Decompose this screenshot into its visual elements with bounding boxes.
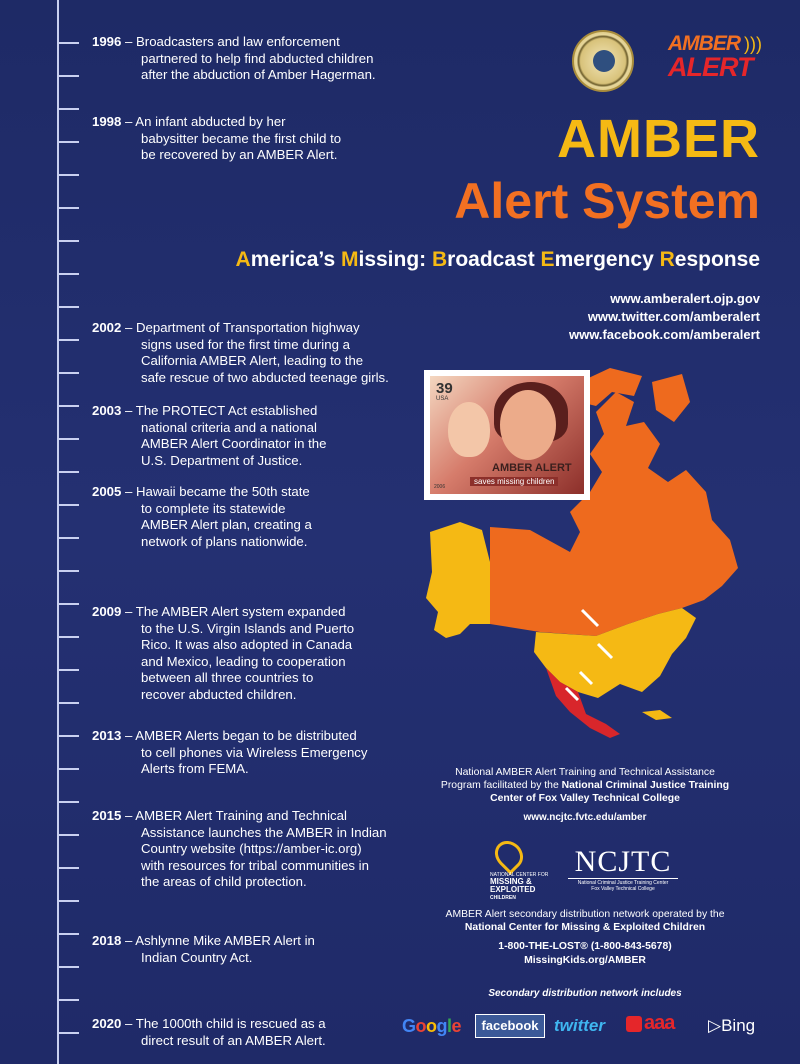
- timeline-event-2018: [92, 933, 392, 966]
- ruler-tick: [57, 273, 79, 275]
- timeline-event-line: between all three countries to: [141, 670, 314, 685]
- stamp-title: AMBER ALERT: [492, 462, 572, 474]
- timeline-event-line: 1996 – Broadcasters and law enforcement: [92, 34, 340, 49]
- timeline-event-line: 2015 – AMBER Alert Training and Technical: [92, 808, 347, 823]
- doj-seal-icon: [572, 30, 634, 92]
- stamp-value: 39: [436, 380, 453, 397]
- timeline-event-line: AMBER Alert Coordinator in the: [141, 436, 327, 451]
- timeline-event-line: after the abduction of Amber Hagerman.: [141, 67, 376, 82]
- oaaa-square-icon: [626, 1016, 642, 1032]
- ruler-tick: [57, 768, 79, 770]
- ncjtc-logo-big: NCJTC: [574, 845, 672, 878]
- timeline-event-line: Alerts from FEMA.: [141, 761, 249, 776]
- ncjtc-blurb-line2: [420, 779, 750, 792]
- timeline-event-line: Rico. It was also adopted in Canada: [141, 637, 353, 652]
- ruler-tick: [57, 933, 79, 935]
- amber-alert-stamp: [424, 370, 590, 500]
- stamp-face-adult: [500, 390, 556, 460]
- timeline-event-line: signs used for the first time during a: [141, 336, 350, 352]
- timeline-year: 1998: [92, 114, 122, 129]
- link-twitter[interactable]: www.twitter.com/amberalert: [587, 309, 760, 324]
- ruler-tick: [57, 537, 79, 539]
- ruler-tick: [57, 900, 79, 902]
- ruler-tick: [57, 735, 79, 737]
- timeline-year: 2005: [92, 484, 122, 499]
- ruler-tick: [57, 372, 79, 374]
- timeline-event-2015: [92, 808, 392, 891]
- ruler-tick: [57, 108, 79, 110]
- ruler-tick: [57, 438, 79, 440]
- link-facebook[interactable]: www.facebook.com/amberalert: [569, 327, 760, 342]
- timeline-event-line: 2002 – Department of Transportation highway: [92, 320, 360, 335]
- ncmec-logo-small: NATIONAL CENTER FOR: [490, 872, 549, 878]
- ruler-tick: [57, 999, 79, 1001]
- page-title-alert-system: Alert System: [454, 173, 760, 229]
- ncjtc-blurb: [420, 766, 750, 805]
- timeline-event-2003: [92, 403, 392, 469]
- stamp-face-child: [448, 402, 490, 457]
- ruler-tick: [57, 42, 79, 44]
- ncjtc-logo-small: [568, 878, 678, 892]
- ncmec-blurb-line1: AMBER Alert secondary distribution network operated by the: [445, 909, 725, 920]
- timeline-event-line: AMBER Alert plan, creating a: [141, 517, 312, 532]
- google-logo: Google: [402, 1016, 462, 1036]
- timeline-event-2002: [92, 320, 392, 386]
- ruler-tick: [57, 966, 79, 968]
- ncmec-blurb-line2: National Center for Missing & Exploited Children: [464, 922, 706, 933]
- timeline-year: 2018: [92, 933, 122, 948]
- subtitle-text: esponse: [674, 248, 760, 271]
- heart-icon: [489, 835, 529, 875]
- bing-text: Bing: [721, 1016, 756, 1035]
- ruler-tick: [57, 207, 79, 209]
- ruler-tick: [57, 669, 79, 671]
- ncmec-logo-l3: CHILDREN: [490, 895, 516, 901]
- ruler-tick: [57, 240, 79, 242]
- subtitle-text: issing:: [358, 248, 432, 271]
- ruler-line: [57, 0, 59, 1064]
- timeline-event-line: to cell phones via Wireless Emergency: [141, 744, 368, 760]
- ncjtc-blurb-line2-bold: National Criminal Justice Training: [561, 780, 730, 791]
- ruler-tick: [57, 405, 79, 407]
- stamp-country: USA: [436, 396, 449, 402]
- timeline-year: 2002: [92, 320, 122, 335]
- subtitle-accent-letter: A: [235, 248, 251, 271]
- subtitle-accent-letter: E: [540, 248, 555, 271]
- partner-logos: [402, 1012, 772, 1042]
- timeline-event-2013: [92, 728, 392, 778]
- subtitle-accent-letter: B: [432, 248, 448, 271]
- stamp-year: 2006: [434, 484, 446, 490]
- link-amberalert-gov[interactable]: www.amberalert.ojp.gov: [610, 291, 760, 306]
- timeline-event-line: babysitter became the first child to: [141, 130, 342, 146]
- ncjtc-blurb-line1: National AMBER Alert Training and Technical Assistance: [455, 767, 715, 778]
- map-caribbean: [642, 710, 672, 720]
- amber-alert-logo: [668, 32, 768, 92]
- ncjtc-logo: [568, 846, 678, 892]
- ncjtc-blurb-line3: Center of Fox Valley Technical College: [490, 793, 680, 804]
- timeline-event-line: be recovered by an AMBER Alert.: [141, 147, 338, 162]
- timeline-event-line: partnered to help find abducted children: [141, 50, 374, 66]
- ruler-tick: [57, 702, 79, 704]
- ruler-tick: [57, 141, 79, 143]
- page-subtitle: [236, 248, 760, 272]
- ncmec-blurb: [420, 908, 750, 934]
- twitter-logo: twitter: [554, 1016, 605, 1035]
- ruler-tick: [57, 1032, 79, 1034]
- secondary-network-label: Secondary distribution network includes: [488, 988, 682, 999]
- timeline-event-line: direct result of an AMBER Alert.: [141, 1032, 326, 1048]
- ruler-tick: [57, 636, 79, 638]
- ncjtc-logo-small2: Fox Valley Technical College: [591, 886, 655, 892]
- timeline-year: 2013: [92, 728, 122, 743]
- timeline-event-line: 2018 – Ashlynne Mike AMBER Alert in: [92, 933, 315, 948]
- timeline-event-line: 1998 – An infant abducted by her: [92, 114, 286, 129]
- facebook-logo: facebook: [475, 1014, 545, 1038]
- ncjtc-url-link[interactable]: www.ncjtc.fvtc.edu/amber: [523, 812, 647, 823]
- timeline-event-line: 2009 – The AMBER Alert system expanded: [92, 604, 346, 619]
- timeline-ruler: [0, 0, 80, 1064]
- timeline-event-line: to complete its statewide: [141, 500, 286, 516]
- ncjtc-logo-small1: National Criminal Justice Training Center: [577, 880, 669, 886]
- timeline-event-2020: [92, 1016, 392, 1049]
- ruler-tick: [57, 834, 79, 836]
- timeline-event-line: national criteria and a national: [141, 419, 317, 435]
- oaaa-logo: [626, 1014, 696, 1040]
- ncmec-logo-l1: MISSING &: [490, 877, 532, 886]
- timeline-year: 2009: [92, 604, 122, 619]
- timeline-event-line: Assistance launches the AMBER in Indian: [141, 824, 387, 840]
- ruler-tick: [57, 339, 79, 341]
- subtitle-accent-letter: R: [659, 248, 675, 271]
- timeline-event-line: with resources for tribal communities in: [141, 857, 369, 873]
- timeline-event-line: Indian Country Act.: [141, 949, 253, 965]
- subtitle-text: roadcast: [447, 248, 541, 271]
- timeline-event-line: recover abducted children.: [141, 686, 297, 702]
- timeline-event-line: and Mexico, leading to cooperation: [141, 653, 346, 669]
- ruler-tick: [57, 504, 79, 506]
- ruler-tick: [57, 801, 79, 803]
- timeline-event-line: the areas of child protection.: [141, 874, 307, 889]
- subtitle-accent-letter: M: [340, 248, 359, 271]
- contact-info: [420, 940, 750, 968]
- signal-waves-icon: ))): [744, 34, 762, 54]
- timeline-event-line: network of plans nationwide.: [141, 533, 308, 549]
- stamp-subtitle: saves missing children: [470, 477, 558, 486]
- timeline-event-line: safe rescue of two abducted teenage girls.: [141, 369, 389, 385]
- ncjtc-blurb-line2-plain: Program facilitated by the: [440, 780, 562, 791]
- timeline-event-2005: [92, 484, 392, 550]
- logo-word-alert: ALERT: [668, 52, 753, 82]
- stamp-illustration: [430, 376, 584, 494]
- web-links: [569, 290, 760, 344]
- timeline-event-line: 2005 – Hawaii became the 50th state: [92, 484, 310, 499]
- ruler-tick: [57, 306, 79, 308]
- timeline-event-line: 2020 – The 1000th child is rescued as a: [92, 1016, 326, 1031]
- timeline-event-line: 2003 – The PROTECT Act established: [92, 403, 318, 418]
- timeline-year: 1996: [92, 34, 122, 49]
- missingkids-link[interactable]: MissingKids.org/AMBER: [524, 955, 646, 966]
- timeline-event-1996: [92, 34, 392, 84]
- ncmec-logo: [490, 842, 552, 901]
- timeline-year: 2003: [92, 403, 122, 418]
- map-alaska: [426, 522, 490, 638]
- timeline-year: 2015: [92, 808, 122, 823]
- timeline-event-1998: [92, 114, 392, 164]
- ruler-tick: [57, 174, 79, 176]
- ncmec-logo-text: [490, 878, 535, 902]
- timeline-event-line: Country website (https://amber-ic.org): [141, 841, 362, 856]
- ruler-tick: [57, 603, 79, 605]
- subtitle-text: merica’s: [250, 248, 341, 271]
- ruler-tick: [57, 75, 79, 77]
- oaaa-text: aaa: [644, 1012, 675, 1034]
- ruler-tick: [57, 570, 79, 572]
- logo-word-amber: AMBER: [668, 32, 740, 55]
- ncmec-logo-l2: EXPLOITED: [490, 885, 536, 894]
- map-greenland-west: [652, 374, 690, 422]
- subtitle-text: mergency: [554, 248, 660, 271]
- timeline-event-line: U.S. Department of Justice.: [141, 452, 303, 468]
- timeline-event-line: California AMBER Alert, leading to the: [141, 353, 364, 368]
- timeline-event-line: to the U.S. Virgin Islands and Puerto: [141, 620, 355, 636]
- bing-logo: ▷Bing: [708, 1016, 756, 1035]
- seal-center: [593, 50, 615, 72]
- timeline-year: 2020: [92, 1016, 122, 1031]
- ruler-tick: [57, 867, 79, 869]
- ruler-tick: [57, 471, 79, 473]
- timeline-event-2009: [92, 604, 392, 703]
- timeline-event-line: 2013 – AMBER Alerts began to be distributed: [92, 728, 357, 743]
- page-title-amber: AMBER: [557, 109, 760, 169]
- hotline-number: 1-800-THE-LOST® (1-800-843-5678): [498, 941, 672, 952]
